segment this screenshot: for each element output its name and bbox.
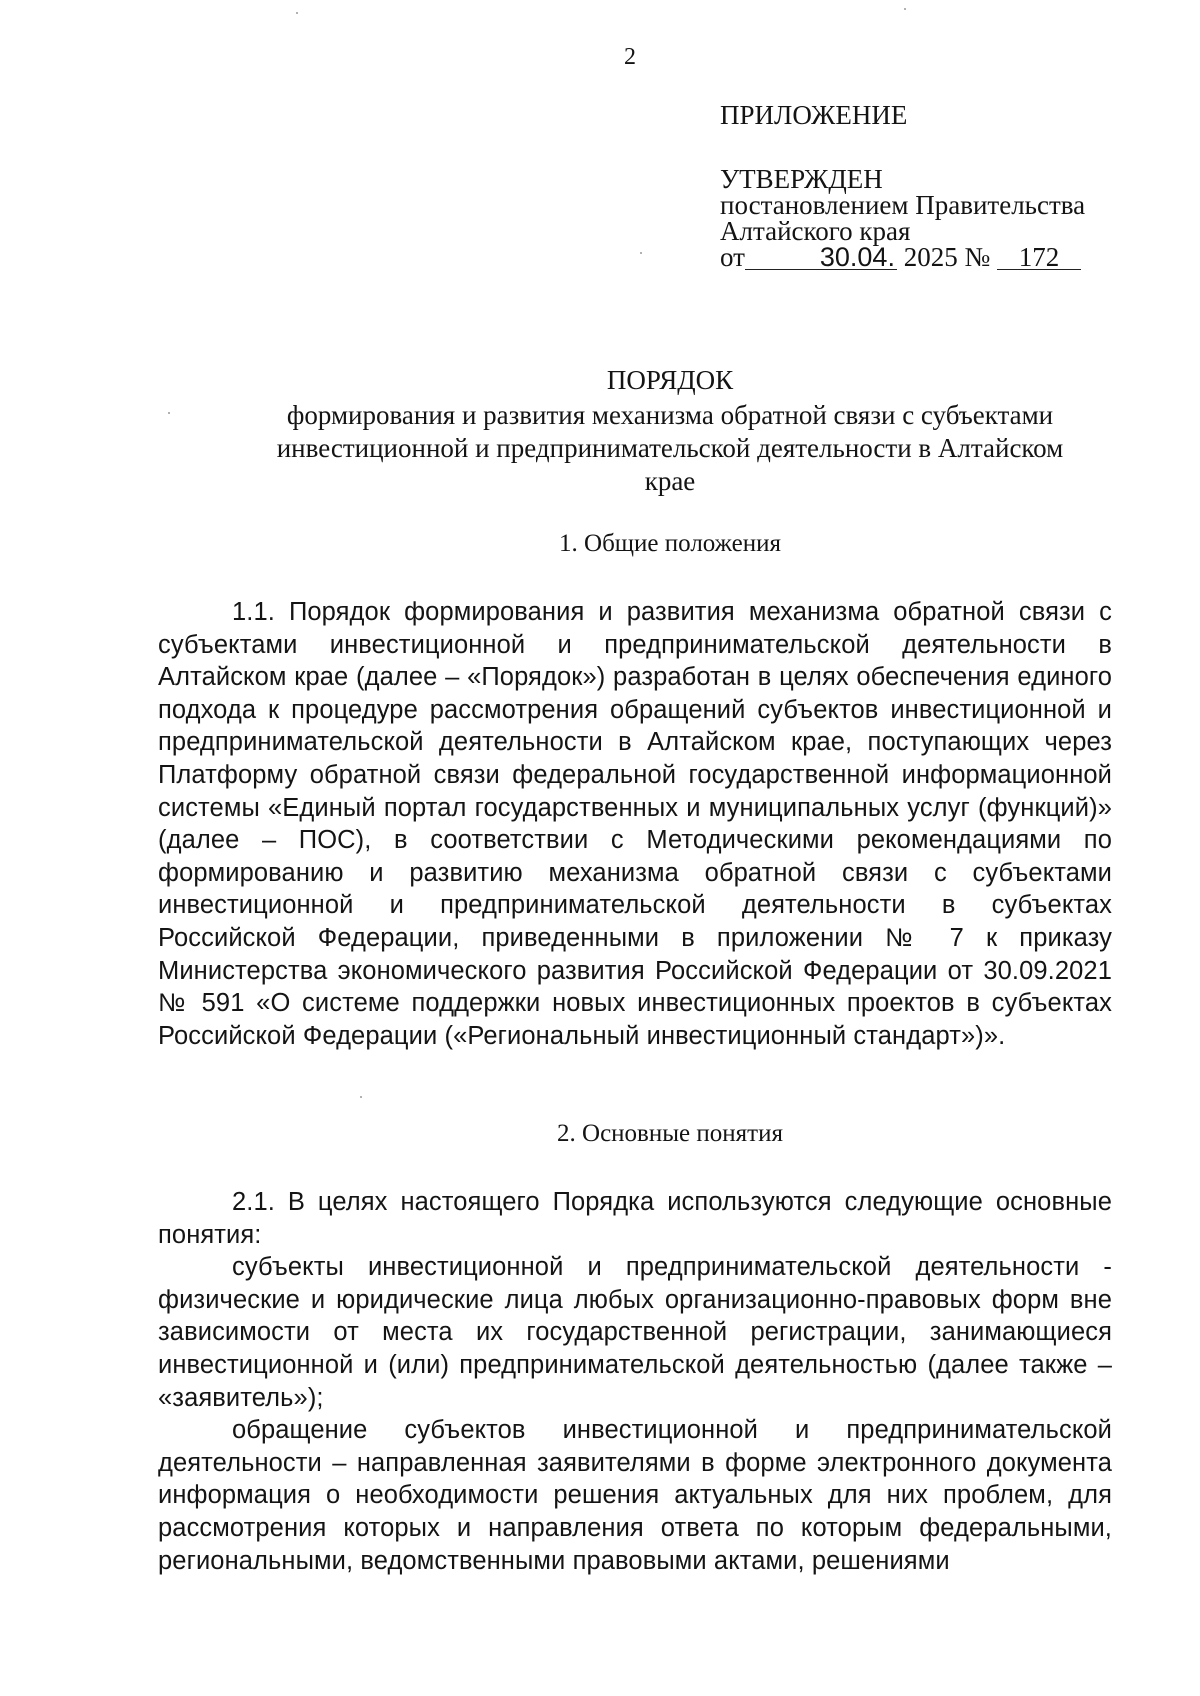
approved-label: УТВЕРЖДЕН xyxy=(720,164,883,194)
scan-speck xyxy=(360,1096,362,1098)
document-subtitle-line-3: крае xyxy=(644,466,696,496)
document-subtitle-line-1: формирования и развития механизма обратной связи с субъектами xyxy=(286,400,1054,430)
paragraph: 1.1. Порядок формирования и развития механизма обратной связи с субъектами инвестиционной и предпринимательской деятельности в Алтайском крае (далее – «Порядок») разработан в целях обеспечения единого подхода к процедуре рассмотрения обращений субъектов инвестиционной и предпринимательской деятельности в Алтайском крае, поступающих через Платформу обратной связи федеральной государственной информационной системы «Единый портал государственных и муниципальных услуг (функций)» (далее – ПОС), в соответствии с Методическими рекомендациями по формированию и развитию механизма обратной связи с субъектами инвестиционной и предпринимательской деятельности в субъектах Российской Федерации, приведенными в приложении № 7 к приказу Министерства экономического развития Российской Федерации от 30.09.2021 № 591 «О системе поддержки новых инвестиционных проектов в субъектах Российской Федерации («Региональный инвестиционный стандарт»)». xyxy=(158,598,1112,1050)
document-title: ПОРЯДОК xyxy=(606,365,734,395)
approval-line-1: постановлением Правительства xyxy=(720,190,1086,220)
section-heading-concepts: 2. Основные понятия xyxy=(557,1120,783,1147)
approval-line-2: Алтайского края xyxy=(720,216,911,246)
paragraph: обращение субъектов инвестиционной и предпринимательской деятельности – направленная заявителями в форме электронного документа информация о необходимости решения актуальных для них проблем, для рассмотрения которых и направления ответа по которым федеральными, региональными, ведомственными правовыми актами, решениями xyxy=(158,1416,1112,1575)
document-subtitle-line-2: инвестиционной и предпринимательской деятельности в Алтайском xyxy=(276,433,1064,463)
approval-date-line xyxy=(720,244,1085,270)
appendix-label: ПРИЛОЖЕНИЕ xyxy=(720,100,908,130)
document-heading xyxy=(240,364,1100,498)
section-heading-general: 1. Общие положения xyxy=(559,530,781,557)
scan-speck xyxy=(296,12,298,14)
section-body-concepts xyxy=(158,1186,1112,1577)
scan-speck xyxy=(640,252,642,254)
year-label: 2025 № xyxy=(903,242,991,272)
date-prefix: от xyxy=(720,242,745,272)
page-number: 2 xyxy=(624,44,636,70)
approval-block xyxy=(720,102,1085,270)
scan-speck xyxy=(904,8,906,10)
paragraph: субъекты инвестиционной и предпринимательской деятельности - физические и юридические лица любых организационно-правовых форм вне зависимости от места их государственной регистрации, занимающиеся инвестиционной и (или) предпринимательской деятельностью (далее также – «заявитель»); xyxy=(158,1253,1112,1412)
scan-speck xyxy=(168,412,170,414)
section-body-general xyxy=(158,596,1112,1052)
paragraph: 2.1. В целях настоящего Порядка используются следующие основные понятия: xyxy=(158,1188,1112,1249)
date-value: 30.04. xyxy=(745,245,897,270)
decree-number: 172 xyxy=(997,245,1081,270)
